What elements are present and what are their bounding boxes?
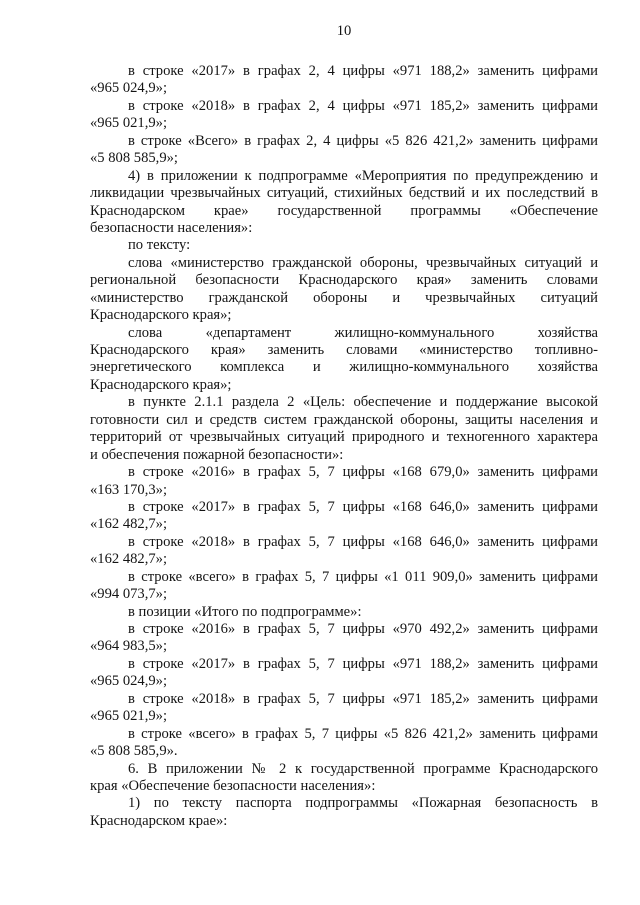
text-line: в строке «2018» в графах 2, 4 цифры «971 185,2» заменить цифрами [128, 97, 598, 114]
text-line: «163 170,3»; [90, 481, 168, 498]
paragraph [90, 534, 598, 569]
text-line: «965 021,9»; [90, 708, 168, 725]
paragraph [90, 394, 598, 464]
text-line: 6. В приложении № 2 к государственной программе Краснодарского [128, 760, 598, 777]
text-line: «965 024,9»; [90, 80, 168, 97]
text-line: «162 482,7»; [90, 551, 168, 568]
text-line: в строке «всего» в графах 5, 7 цифры «5 826 421,2» заменить цифрами [128, 725, 598, 742]
text-line: Краснодарского края» заменить словами «министерство топливно- [90, 342, 598, 358]
text-line: слова «департамент жилищно-коммунального хозяйства [128, 324, 598, 341]
text-line: 4) в приложении к подпрограмме «Мероприятия по предупреждению и [128, 167, 598, 184]
text-line: «965 024,9»; [90, 673, 168, 690]
paragraph [90, 621, 598, 656]
paragraph [90, 325, 598, 395]
text-line: в строке «2017» в графах 5, 7 цифры «971 188,2» заменить цифрами [128, 655, 598, 672]
paragraph [90, 98, 598, 133]
text-line: по тексту: [128, 237, 191, 254]
paragraph [90, 761, 598, 796]
text-line: Краснодарском крае» государственной программы «Обеспечение [90, 202, 598, 219]
text-line: в строке «всего» в графах 5, 7 цифры «1 011 909,0» заменить цифрами [128, 568, 598, 585]
text-line: «964 983,5»; [90, 638, 168, 655]
text-line: «965 021,9»; [90, 115, 168, 132]
text-line: безопасности населения»: [90, 219, 253, 236]
text-line: в строке «Всего» в графах 2, 4 цифры «5 826 421,2» заменить цифрами [128, 132, 598, 149]
text-line: в пункте 2.1.1 раздела 2 «Цель: обеспечение и поддержание высокой [128, 394, 598, 411]
paragraph [90, 691, 598, 726]
paragraph [90, 133, 598, 168]
paragraph [90, 656, 598, 691]
text-line: в строке «2017» в графах 5, 7 цифры «168 646,0» заменить цифрами [128, 498, 598, 515]
paragraph [90, 168, 598, 238]
text-line: «5 808 585,9». [90, 743, 178, 760]
text-line: в строке «2016» в графах 5, 7 цифры «168 679,0» заменить цифрами [128, 464, 598, 481]
paragraph [90, 255, 598, 325]
paragraph [90, 237, 598, 254]
text-line: Краснодарского края»; [90, 376, 232, 393]
paragraph [90, 726, 598, 761]
text-line: Краснодарского края»; [90, 307, 232, 324]
paragraph [90, 499, 598, 534]
text-line: в строке «2016» в графах 5, 7 цифры «970 492,2» заменить цифрами [128, 621, 598, 637]
text-line: 1) по тексту паспорта подпрограммы «Пожарная безопасность в [128, 795, 598, 812]
text-line: ликвидации чрезвычайных ситуаций, стихийных бедствий и их последствий в [90, 185, 598, 202]
text-line: Краснодарском крае»: [90, 812, 228, 829]
text-line: «162 482,7»; [90, 516, 168, 533]
page-number: 10 [336, 23, 352, 39]
text-line: территорий от чрезвычайных ситуаций природного и техногенного характера [90, 429, 598, 446]
text-line: в строке «2018» в графах 5, 7 цифры «971 185,2» заменить цифрами [128, 690, 598, 707]
text-line: готовности сил и средств систем гражданской обороны, защиты населения и [90, 411, 598, 428]
text-line: региональной безопасности Краснодарского края» заменить словами [90, 272, 598, 289]
text-line: «5 808 585,9»; [90, 150, 178, 167]
text-line: энергетического комплекса и жилищно-коммунального хозяйства [90, 359, 598, 376]
paragraph [90, 795, 598, 830]
paragraph [90, 604, 598, 621]
document-body [90, 63, 598, 830]
text-line: «министерство гражданской обороны и чрезвычайных ситуаций [90, 289, 598, 306]
text-line: в позиции «Итого по подпрограмме»: [128, 603, 362, 620]
text-line: и обеспечения пожарной безопасности»: [90, 446, 344, 463]
text-line: слова «министерство гражданской обороны, чрезвычайных ситуаций и [128, 254, 598, 271]
text-line: в строке «2018» в графах 5, 7 цифры «168 646,0» заменить цифрами [128, 533, 598, 550]
text-line: в строке «2017» в графах 2, 4 цифры «971 188,2» заменить цифрами [128, 63, 598, 79]
paragraph [90, 569, 598, 604]
paragraph [90, 464, 598, 499]
text-line: «994 073,7»; [90, 586, 168, 603]
paragraph [90, 63, 598, 98]
text-line: края «Обеспечение безопасности населения»: [90, 777, 376, 794]
